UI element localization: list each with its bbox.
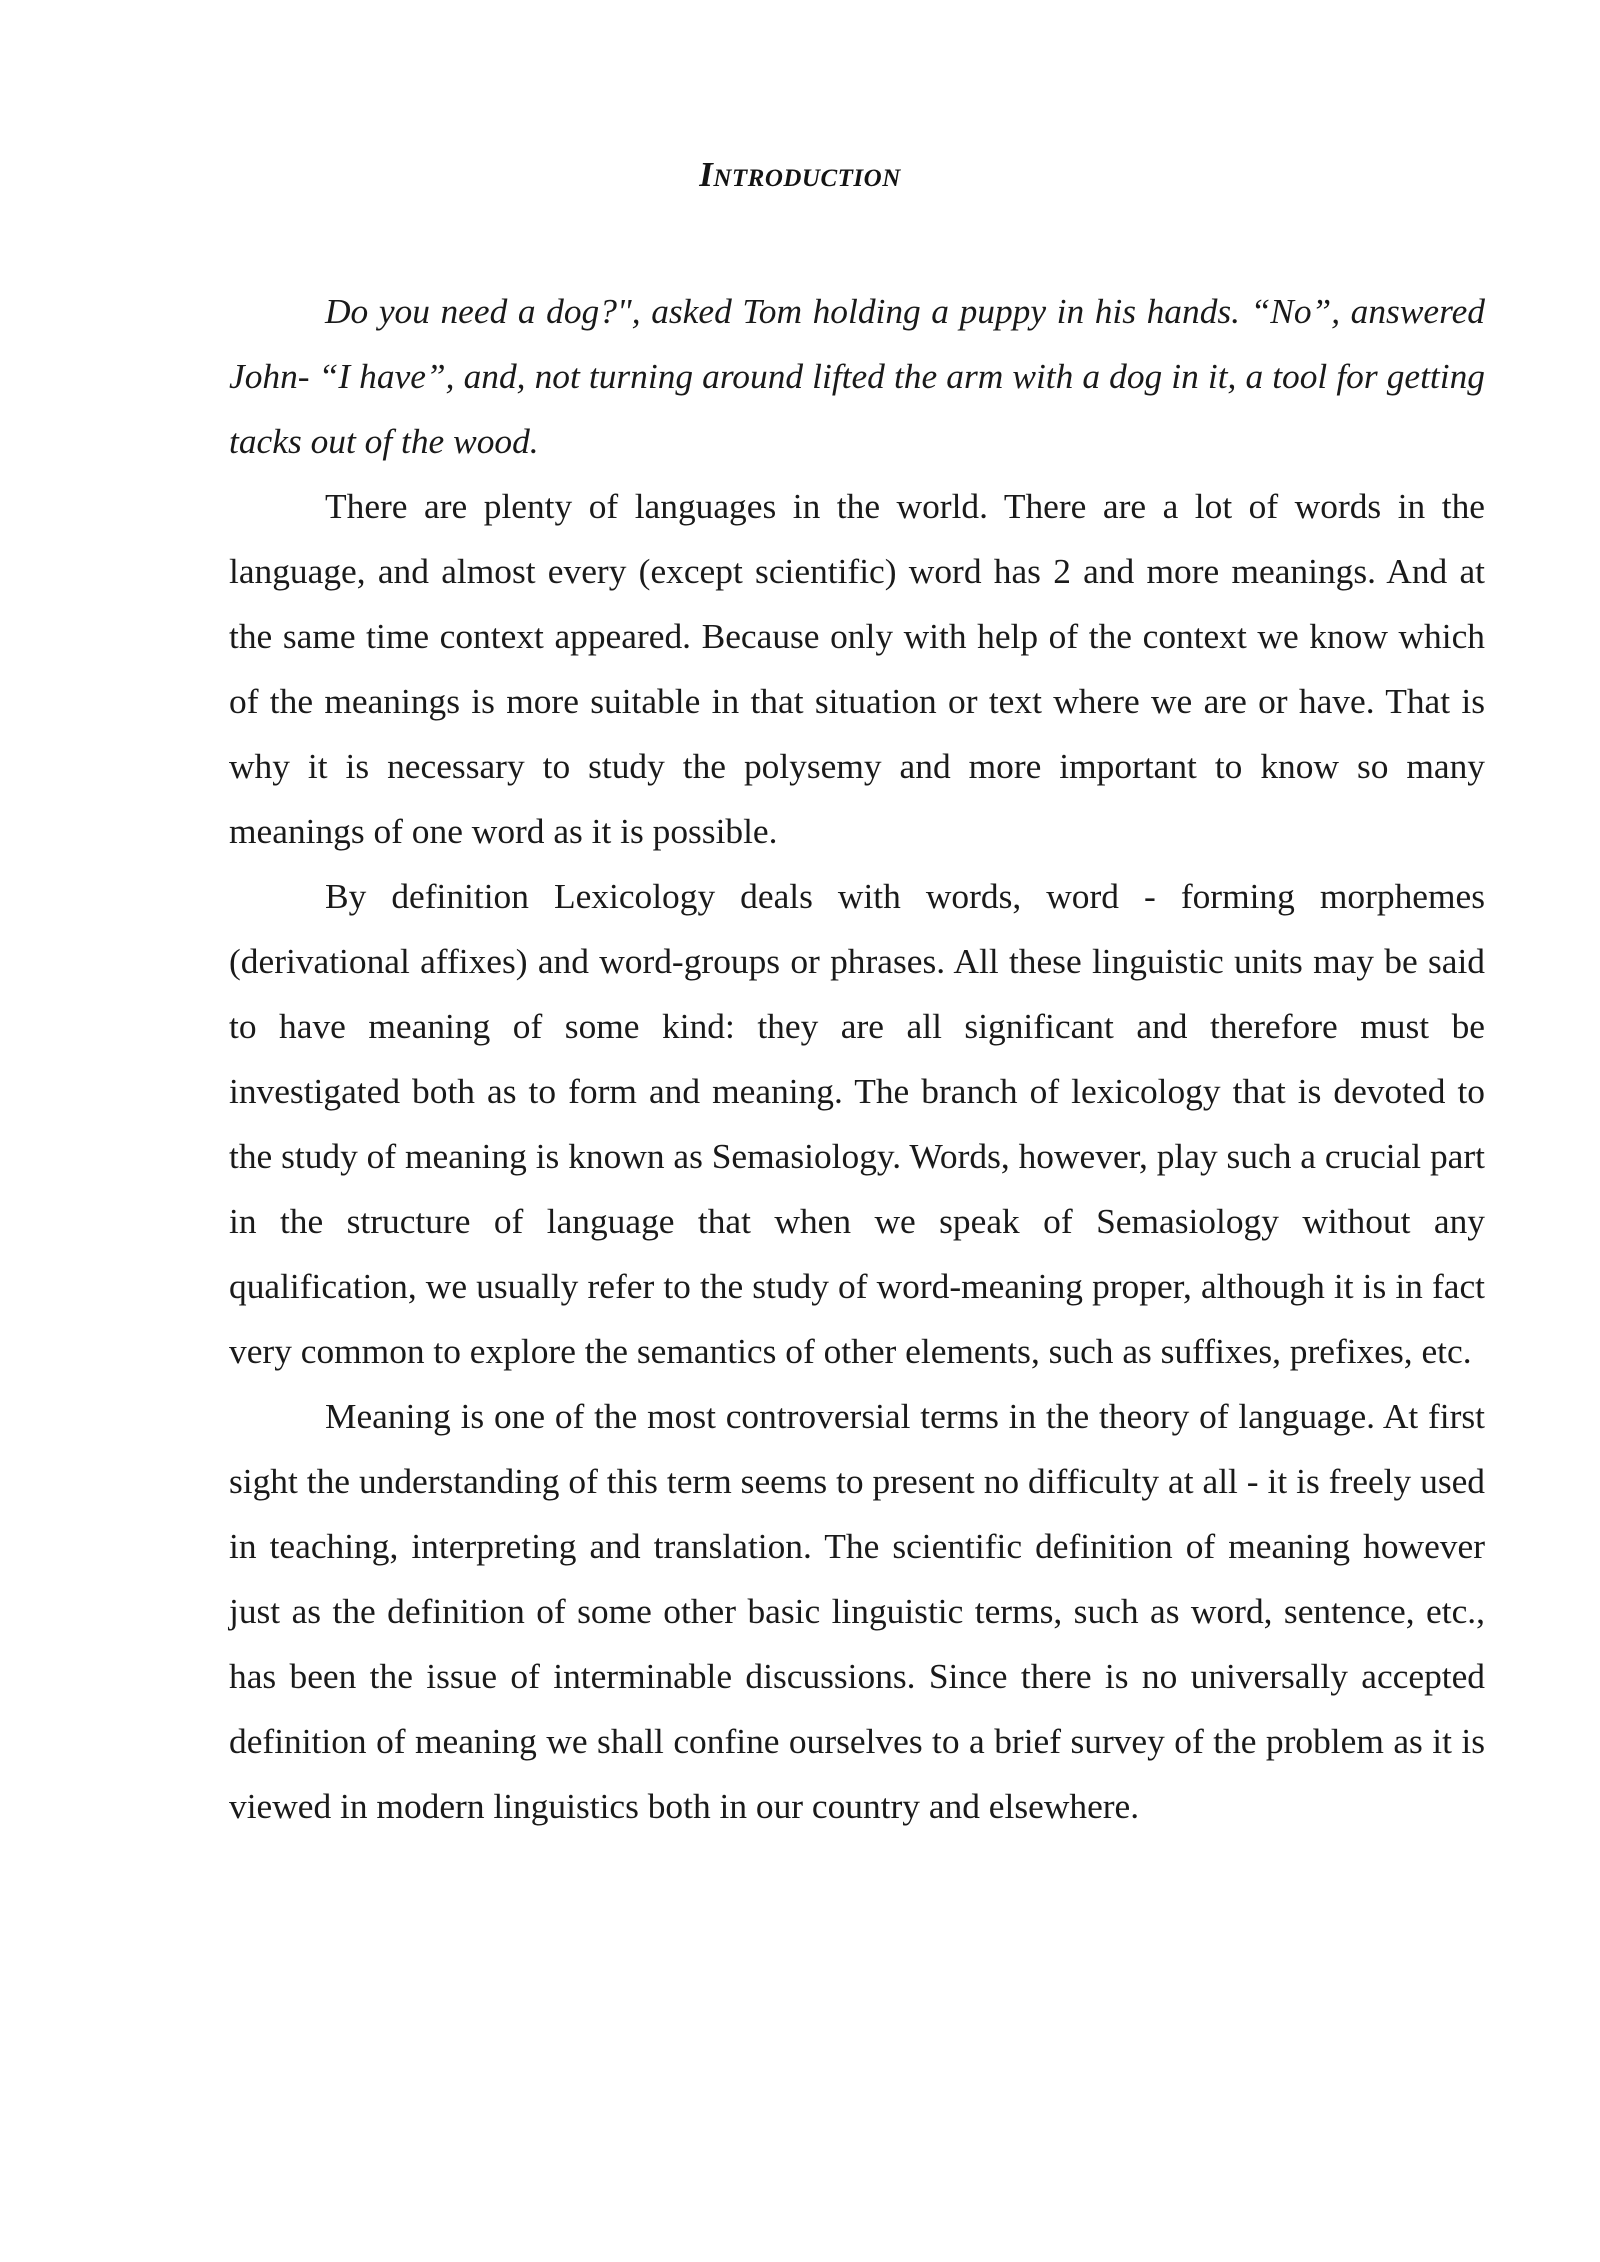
- epigraph-paragraph: Do you need a dog?", asked Tom holding a puppy in his hands. “No”, answered John- “I have”, and, not turning around lifted the arm with a dog in it, a tool for getting tacks out of the wood.: [229, 291, 1485, 461]
- paragraph: By definition Lexicology deals with words, word - forming morphemes (derivational affixes) and word-groups or phrases. All these linguistic units may be said to have meaning of some kind: they are all significant and therefore must be investigated both as to form and meaning. The branch of lexicology that is devoted to the study of meaning is known as Semasiology. Words, however, play such a crucial part in the structure of language that when we speak of Semasiology without any qualification, we usually refer to the study of word-meaning proper, although it is in fact very common to explore the semantics of other elements, such as suffixes, prefixes, etc.: [229, 876, 1485, 1371]
- body-text: [229, 279, 1485, 1839]
- paragraph: There are plenty of languages in the world. There are a lot of words in the language, and almost every (except scientific) word has 2 and more meanings. And at the same time context appeared. Because only with help of the context we know which of the meanings is more suitable in that situation or text where we are or have. That is why it is necessary to study the polysemy and more important to know so many meanings of one word as it is possible.: [229, 486, 1485, 851]
- paragraph: Meaning is one of the most controversial terms in the theory of language. At first sight the understanding of this term seems to present no difficulty at all - it is freely used in teaching, interpreting and translation. The scientific definition of meaning however just as the definition of some other basic linguistic terms, such as word, sentence, etc., has been the issue of interminable discussions. Since there is no universally accepted definition of meaning we shall confine ourselves to a brief survey of the problem as it is viewed in modern linguistics both in our country and elsewhere.: [229, 1396, 1485, 1826]
- page-title: Introduction: [699, 155, 901, 194]
